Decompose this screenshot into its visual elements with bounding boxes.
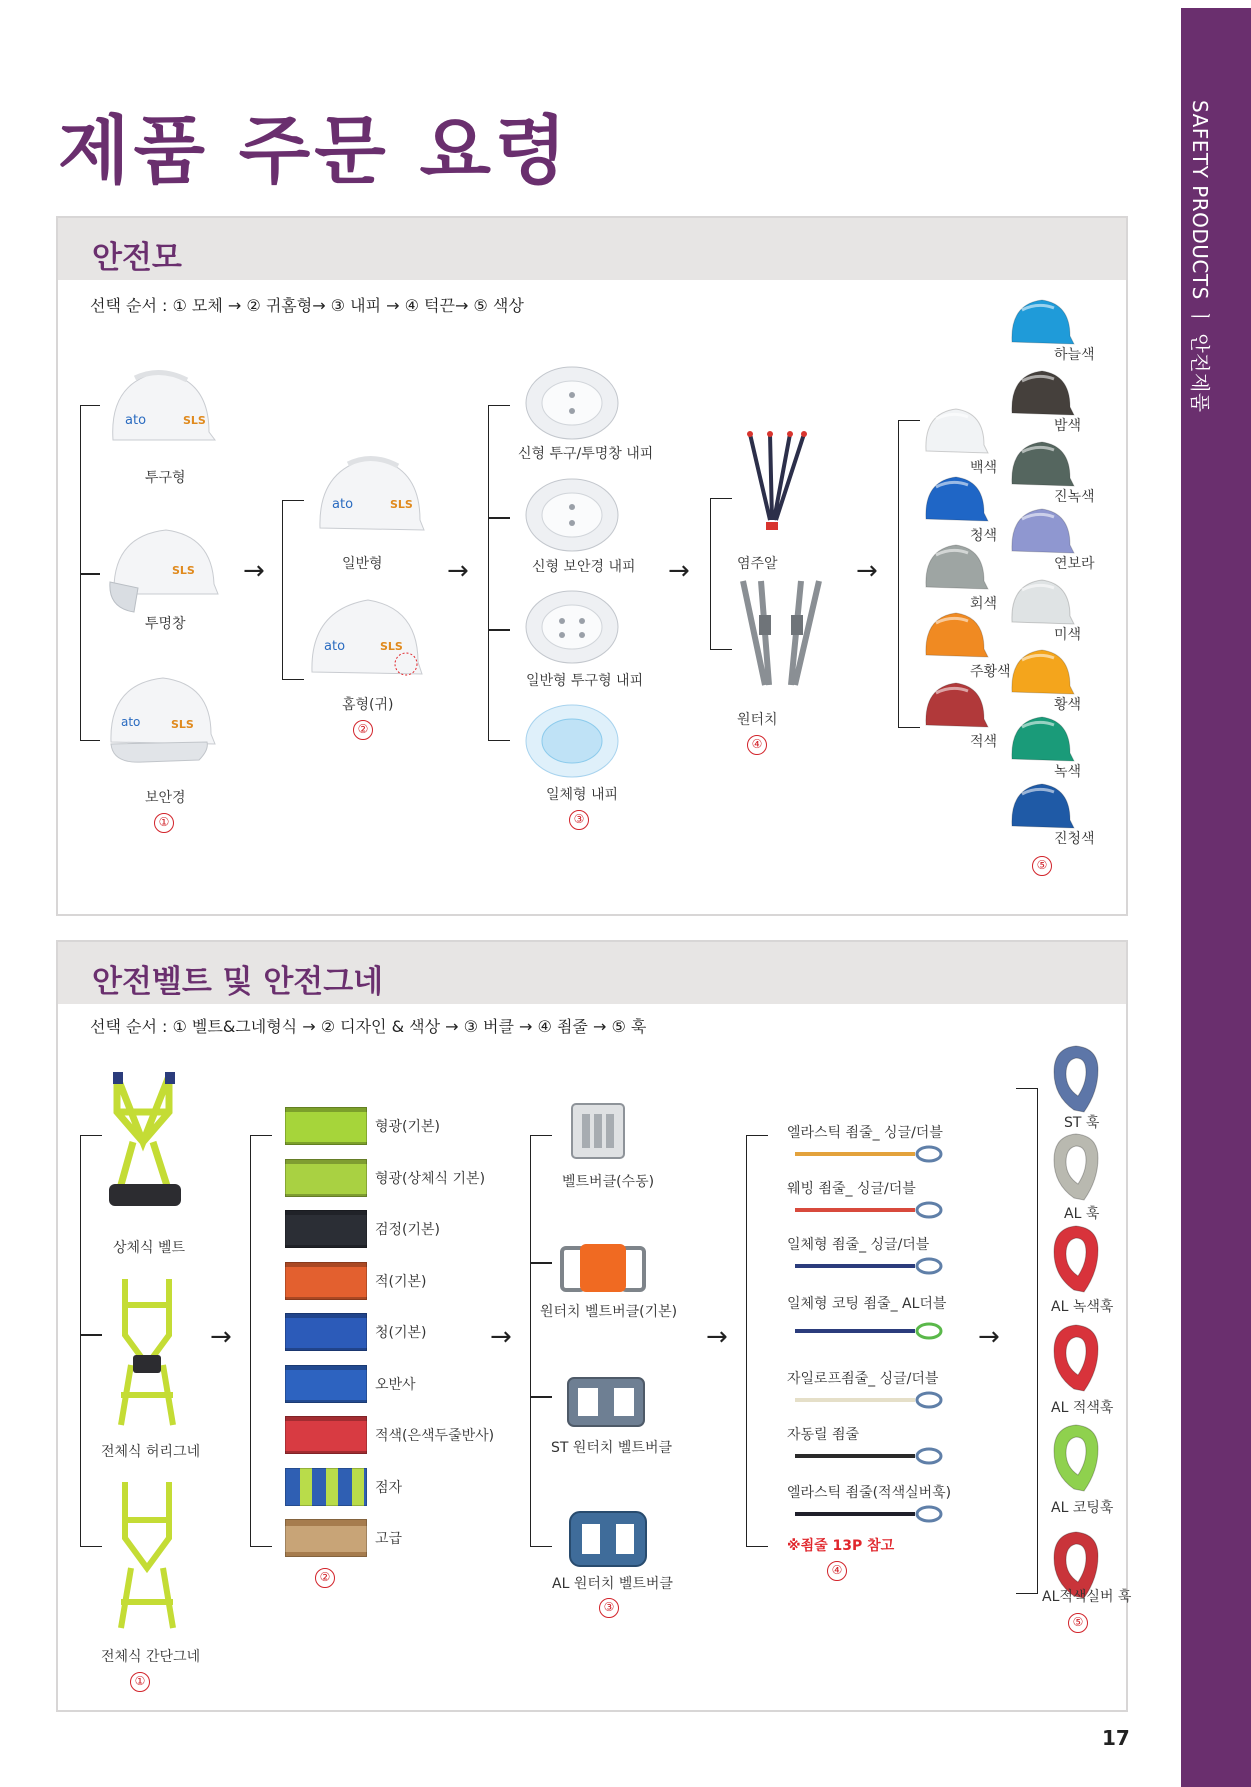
arrow-icon: → (490, 1322, 512, 1352)
helmet-section-title: 안전모 (92, 240, 182, 276)
bracket-tick (530, 1396, 552, 1398)
helmet-color-label: 회색 (970, 596, 998, 612)
buckle-bracket (530, 1135, 552, 1547)
step-number-4: ④ (747, 735, 767, 755)
webbing-swatch (285, 1159, 367, 1197)
helmet-ear-label: 일반형 (342, 556, 383, 572)
step-number-5: ⑤ (1068, 1613, 1088, 1633)
belt-section-header (58, 942, 1126, 1004)
helmet-color-swatch (922, 679, 988, 731)
arrow-icon: → (856, 556, 878, 586)
step-number-4: ④ (827, 1561, 847, 1581)
webbing-label: 검정(기본) (375, 1222, 441, 1238)
lanyard-label: 자동릴 죔줄 (787, 1427, 860, 1443)
page-title: 제품 주문 요령 (58, 108, 571, 194)
hook-label: AL 녹색훅 (1051, 1299, 1114, 1315)
webbing-label: 적(기본) (375, 1273, 427, 1290)
svg-text:SLS: SLS (183, 414, 206, 427)
liner-label: 일반형 투구형 내피 (526, 673, 644, 689)
lanyard-label: 자일로프죔줄_ 싱글/더블 (787, 1371, 939, 1387)
helmet-color-swatch (1008, 576, 1074, 628)
svg-text:SLS: SLS (380, 640, 403, 653)
helmet-ear-bracket (282, 500, 304, 680)
webbing-swatch (285, 1416, 367, 1454)
buckle-st-image (566, 1376, 646, 1428)
bracket-tick (488, 517, 510, 519)
hook-image (1048, 1222, 1104, 1296)
helmet-ear-standard-image (314, 450, 424, 538)
helmet-type-tugu-image (105, 362, 215, 452)
helmet-section-header (58, 218, 1126, 280)
lanyard-image (787, 1256, 947, 1276)
svg-text:ato: ato (324, 639, 346, 654)
step-number-3: ③ (569, 810, 589, 830)
hook-label: AL 코팅훅 (1051, 1500, 1114, 1516)
harness-label: 전체식 간단그네 (101, 1649, 201, 1665)
buckle-label: AL 원터치 벨트버클 (552, 1576, 673, 1592)
helmet-strap-bracket (710, 498, 732, 650)
helmet-type-goggle-image (103, 672, 218, 764)
webbing-bracket (250, 1135, 272, 1547)
lanyard-image (787, 1321, 947, 1341)
hook-image (1048, 1421, 1104, 1495)
harness-simple-image (111, 1478, 183, 1638)
bracket-tick (80, 1334, 102, 1336)
helmet-color-swatch (1008, 367, 1074, 419)
webbing-swatch (285, 1468, 367, 1506)
helmet-color-label: 백색 (970, 460, 998, 476)
lanyard-label: 일체형 코팅 죔줄_ AL더블 (787, 1296, 947, 1312)
arrow-icon: → (210, 1322, 232, 1352)
harness-waist-image (111, 1275, 183, 1435)
belt-order-text: 선택 순서 : ① 벨트&그네형식 → ② 디자인 & 색상 → ③ 버클 → ④ 죔줄 → ⑤ 훅 (90, 1017, 647, 1036)
lanyard-label: 일체형 죔줄_ 싱글/더블 (787, 1237, 930, 1253)
webbing-label: 점자 (375, 1479, 403, 1496)
helmet-type-label: 투구형 (145, 470, 186, 486)
webbing-swatch (285, 1262, 367, 1300)
harness-upper-image (103, 1072, 187, 1222)
lanyard-label: 웨빙 죔줄_ 싱글/더블 (787, 1181, 916, 1197)
helmet-color-label: 황색 (1054, 697, 1082, 713)
liner-label: 일체형 내피 (546, 787, 619, 803)
helmet-ear-slot-image (306, 590, 424, 684)
helmet-color-label: 청색 (970, 528, 998, 544)
hook-label: ST 훅 (1064, 1115, 1100, 1131)
side-band-text: SAFETY PRODUCTS ㅣ 안전제품 (1188, 100, 1212, 413)
step-number-3: ③ (599, 1598, 619, 1618)
arrow-icon: → (243, 556, 265, 586)
helmet-color-swatch (1008, 296, 1074, 348)
hook-image (1048, 1321, 1104, 1395)
chinstrap-bead-image (740, 430, 810, 540)
hook-image (1048, 1042, 1104, 1116)
hook-bracket (1016, 1088, 1038, 1594)
chinstrap-label: 원터치 (737, 712, 778, 728)
webbing-label: 오반사 (375, 1376, 416, 1393)
lanyard-image (787, 1446, 947, 1466)
buckle-label: 원터치 벨트버클(기본) (540, 1304, 678, 1320)
lanyard-note: ※죔줄 13P 참고 (787, 1538, 895, 1554)
helmet-liner-bracket (488, 405, 510, 741)
hook-label: AL적색실버 훅 (1042, 1589, 1132, 1605)
bracket-tick (488, 629, 510, 631)
helmet-type-label: 보안경 (145, 790, 186, 806)
bracket-tick (530, 1262, 552, 1264)
arrow-icon: → (668, 556, 690, 586)
helmet-type-label: 투명창 (145, 616, 186, 632)
helmet-color-swatch (1008, 646, 1074, 698)
belt-section-title: 안전벨트 및 안전그네 (92, 964, 384, 1000)
lanyard-image (787, 1200, 947, 1220)
helmet-order-text: 선택 순서 : ① 모체 → ② 귀홈형→ ③ 내피 → ④ 턱끈→ ⑤ 색상 (90, 296, 524, 315)
lanyard-image (787, 1504, 947, 1524)
liner-image (522, 477, 622, 553)
helmet-color-label: 진녹색 (1054, 489, 1095, 505)
webbing-label: 고급 (375, 1531, 403, 1547)
webbing-label: 적색(은색두줄반사) (375, 1428, 495, 1444)
bracket-tick (80, 573, 100, 575)
liner-label: 신형 투구/투명창 내피 (518, 446, 654, 462)
page-number: 17 (1102, 1726, 1130, 1750)
harness-label: 상체식 벨트 (113, 1240, 186, 1256)
svg-text:ato: ato (125, 413, 147, 428)
helmet-color-swatch (1008, 505, 1074, 557)
lanyard-image (787, 1390, 947, 1410)
buckle-al-image (568, 1510, 648, 1568)
buckle-onetouch-image (560, 1240, 646, 1296)
step-number-2: ② (353, 720, 373, 740)
step-number-1: ① (154, 813, 174, 833)
helmet-type-clearview-image (108, 522, 218, 612)
hook-image (1048, 1130, 1104, 1204)
helmet-color-label: 적색 (970, 734, 998, 750)
liner-label: 신형 보안경 내피 (532, 559, 636, 575)
harness-label: 전체식 허리그네 (101, 1444, 201, 1460)
helmet-color-swatch (1008, 438, 1074, 490)
hook-label: AL 훅 (1064, 1206, 1100, 1222)
helmet-color-label: 주황색 (970, 664, 1011, 680)
chinstrap-label: 염주알 (737, 556, 778, 572)
hook-label: AL 적색훅 (1051, 1400, 1114, 1416)
helmet-color-swatch (922, 541, 988, 593)
step-number-5: ⑤ (1032, 856, 1052, 876)
liner-image (522, 589, 622, 665)
liner-image (522, 365, 622, 441)
helmet-color-label: 진청색 (1054, 831, 1095, 847)
arrow-icon: → (447, 556, 469, 586)
arrow-icon: → (706, 1322, 728, 1352)
helmet-color-label: 밤색 (1054, 418, 1082, 434)
webbing-label: 형광(기본) (375, 1119, 441, 1135)
harness-bracket (80, 1135, 102, 1547)
svg-text:SLS: SLS (172, 564, 195, 577)
buckle-manual-image (568, 1100, 628, 1162)
helmet-ear-label: 홈형(귀) (342, 697, 394, 713)
webbing-label: 형광(상체식 기본) (375, 1170, 486, 1187)
helmet-color-label: 미색 (1054, 627, 1082, 643)
buckle-label: 벨트버클(수동) (562, 1174, 655, 1190)
lanyard-label: 엘라스틱 죔줄_ 싱글/더블 (787, 1125, 943, 1141)
chinstrap-onetouch-image (735, 575, 825, 695)
lanyard-image (787, 1144, 947, 1164)
buckle-label: ST 원터치 벨트버클 (551, 1440, 673, 1456)
lanyard-label: 엘라스틱 죔줄(적색실버훅) (787, 1485, 952, 1501)
helmet-color-swatch (922, 609, 988, 661)
webbing-swatch (285, 1210, 367, 1248)
svg-text:ato: ato (121, 715, 141, 729)
lanyard-bracket (746, 1135, 768, 1547)
helmet-color-swatch (922, 473, 988, 525)
svg-text:ato: ato (332, 497, 354, 512)
step-number-1: ① (130, 1672, 150, 1692)
helmet-color-swatch (1008, 713, 1074, 765)
helmet-color-swatch (1008, 780, 1074, 832)
webbing-swatch (285, 1313, 367, 1351)
webbing-label: 청(기본) (375, 1325, 427, 1341)
svg-text:SLS: SLS (171, 718, 194, 731)
helmet-color-label: 연보라 (1054, 556, 1095, 572)
liner-image (522, 703, 622, 779)
step-number-2: ② (315, 1568, 335, 1588)
helmet-color-label: 하늘색 (1054, 347, 1095, 363)
svg-text:SLS: SLS (390, 498, 413, 511)
arrow-icon: → (978, 1322, 1000, 1352)
helmet-color-swatch (922, 405, 988, 457)
webbing-swatch (285, 1107, 367, 1145)
helmet-color-bracket (898, 420, 920, 728)
webbing-swatch (285, 1519, 367, 1557)
helmet-color-label: 녹색 (1054, 764, 1082, 780)
webbing-swatch (285, 1365, 367, 1403)
